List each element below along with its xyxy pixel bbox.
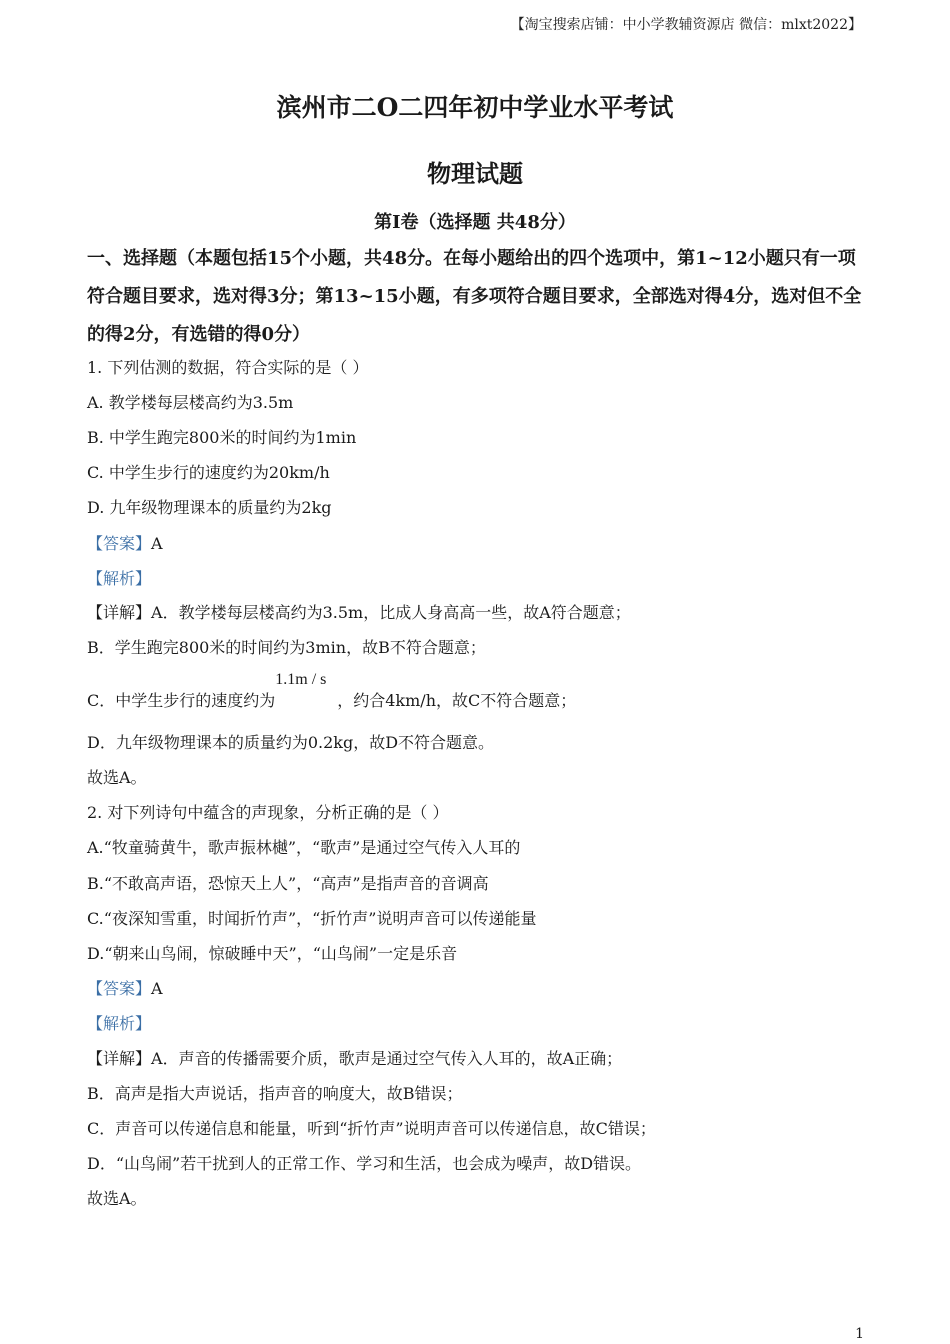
q2-detail-b: B．高声是指大声说话，指声音的响度大，故B错误； xyxy=(87,1084,463,1103)
q1-option-b: B. 中学生跑完800米的时间约为1min xyxy=(87,428,357,447)
shop-header: 【淘宝搜索店铺：中小学教辅资源店 微信：mlxt2022】 xyxy=(510,17,862,33)
q2-option-a: A.“牧童骑黄牛，歌声振林樾”，“歌声”是通过空气传入人耳的 xyxy=(87,838,521,857)
detail-a-text: A．教学楼每层楼高约为3.5m，比成人身高高一些，故A符合题意； xyxy=(151,603,631,622)
subject-title: 物理试题 xyxy=(427,159,523,188)
speed-formula-text: 1.1m / s xyxy=(275,671,327,688)
page-number: 1 xyxy=(855,1326,864,1342)
answer-value: A xyxy=(151,534,163,553)
q2-option-d: D.“朝来山鸟闹，惊破睡中天”，“山鸟闹”一定是乐音 xyxy=(87,944,458,963)
q2-stem: 2. 对下列诗句中蕴含的声现象，分析正确的是（ ） xyxy=(87,803,449,822)
speed-formula xyxy=(275,671,337,706)
q2-option-b: B.“不敢高声语，恐惊天上人”，“高声”是指声音的音调高 xyxy=(87,874,489,893)
q2-detail-c: C．声音可以传递信息和能量，听到“折竹声”说明声音可以传递信息，故C错误； xyxy=(87,1119,656,1138)
q2-option-c: C.“夜深知雪重，时闻折竹声”，“折竹声”说明声音可以传递能量 xyxy=(87,909,537,928)
q1-answer xyxy=(87,534,163,554)
answer-tag: 【答案】 xyxy=(87,979,152,998)
q1-detail-a xyxy=(87,603,631,623)
q1-stem: 1. 下列估测的数据，符合实际的是（ ） xyxy=(87,358,369,377)
q1-detail-d: D．九年级物理课本的质量约为0.2kg，故D不符合题意。 xyxy=(87,733,495,752)
q1-option-d: D. 九年级物理课本的质量约为2kg xyxy=(87,498,332,517)
answer-tag: 【答案】 xyxy=(87,534,152,553)
q1-option-c: C. 中学生步行的速度约为20km/h xyxy=(87,463,330,482)
q2-detail-a xyxy=(87,1049,622,1069)
q2-analysis-tag: 【解析】 xyxy=(87,1014,152,1033)
q1-analysis-tag: 【解析】 xyxy=(87,569,152,588)
q2-answer xyxy=(87,979,163,999)
detail-c-pre: C．中学生步行的速度约为 xyxy=(87,691,276,710)
answer-value: A xyxy=(151,979,163,998)
exam-title: 滨州市二O二四年初中学业水平考试 xyxy=(276,93,674,122)
q2-detail-d: D．“山鸟闹”若干扰到人的正常工作、学习和生活，也会成为噪声，故D错误。 xyxy=(87,1154,642,1173)
detail-tag: 【详解】 xyxy=(87,603,152,622)
detail-c-post: ，约合4km/h，故C不符合题意； xyxy=(337,691,577,710)
detail-a-text: A．声音的传播需要介质，歌声是通过空气传入人耳的，故A正确； xyxy=(151,1049,623,1068)
section-heading: 一、选择题（本题包括15个小题，共48分。在每小题给出的四个选项中，第1~12小题只有一项符合题目要求，选对得3分；第13~15小题，有多项符合题目要求，全部选对得4分，选对但不全的得2分，有选错的得0分） xyxy=(87,248,862,345)
detail-tag: 【详解】 xyxy=(87,1049,152,1068)
q1-conclusion: 故选A。 xyxy=(87,768,147,787)
q1-detail-b: B．学生跑完800米的时间约为3min，故B不符合题意； xyxy=(87,638,486,657)
q1-detail-c xyxy=(87,671,577,711)
volume-title: 第Ⅰ卷（选择题 共48分） xyxy=(374,212,576,233)
q2-conclusion: 故选A。 xyxy=(87,1189,147,1208)
q1-option-a: A. 教学楼每层楼高约为3.5m xyxy=(87,393,294,412)
